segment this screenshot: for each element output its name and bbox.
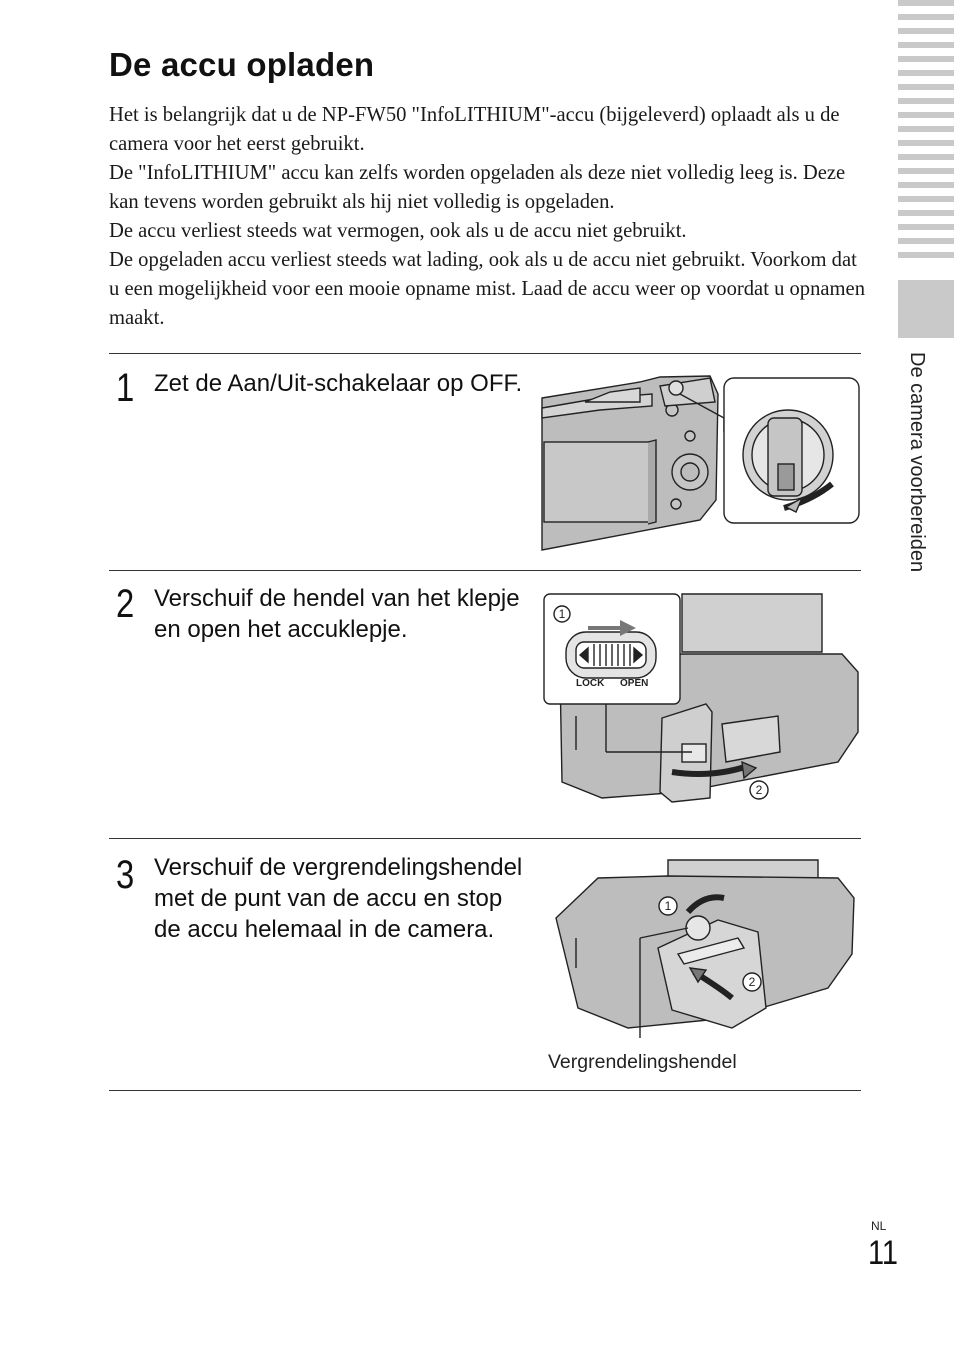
section-tab-stripes [898, 0, 954, 266]
divider [109, 1090, 861, 1091]
page-title: De accu opladen [109, 46, 375, 83]
marker-1: 1 [664, 899, 672, 913]
open-label: OPEN [620, 678, 649, 689]
section-tab-block [898, 280, 954, 338]
intro-paragraph: De accu verliest steeds wat vermogen, ook als u de accu niet gebruikt. [109, 220, 687, 242]
divider [109, 838, 861, 839]
marker-2: 2 [748, 975, 756, 989]
lock-label: LOCK [576, 678, 605, 689]
step-instruction: Verschuif de hendel van het klepje en open het accuklepje. [154, 585, 520, 643]
language-code: NL [871, 1219, 887, 1233]
marker-2: 2 [755, 783, 763, 797]
marker-1: 1 [558, 607, 566, 621]
battery-cover-illustration [542, 592, 862, 834]
step-number: 1 [116, 366, 135, 410]
divider [109, 353, 861, 354]
intro-paragraph: De "InfoLITHIUM" accu kan zelfs worden opgeladen als deze niet volledig leeg is. Deze kan tevens worden gebruikt als hij niet volledig is opgeladen. [109, 162, 846, 213]
section-label: De camera voorbereiden [906, 352, 928, 573]
step-instruction: Verschuif de vergrendelingshendel met de punt van de accu en stop de accu helemaal in de camera. [154, 854, 523, 943]
divider [109, 570, 861, 571]
lock-lever-caption: Vergrendelingshendel [548, 1051, 737, 1073]
camera-power-switch-illustration [540, 372, 862, 552]
intro-paragraph: Het is belangrijk dat u de NP-FW50 "InfoLITHIUM"-accu (bijgeleverd) oplaadt als u de camera voor het eerst gebruikt. [109, 104, 840, 155]
battery-insert-illustration [548, 858, 860, 1048]
intro-paragraph: De opgeladen accu verliest steeds wat lading, ook als u de accu niet gebruikt. Voorkom dat u een mogelijkheid voor een mooie opname mist. Laad de accu weer op voordat u opnamen maakt. [109, 249, 865, 329]
intro-text [109, 101, 869, 333]
page-number: 11 [868, 1234, 899, 1272]
step-number: 3 [116, 853, 135, 897]
step-instruction: Zet de Aan/Uit-schakelaar op OFF. [154, 370, 523, 397]
step-number: 2 [116, 582, 135, 626]
